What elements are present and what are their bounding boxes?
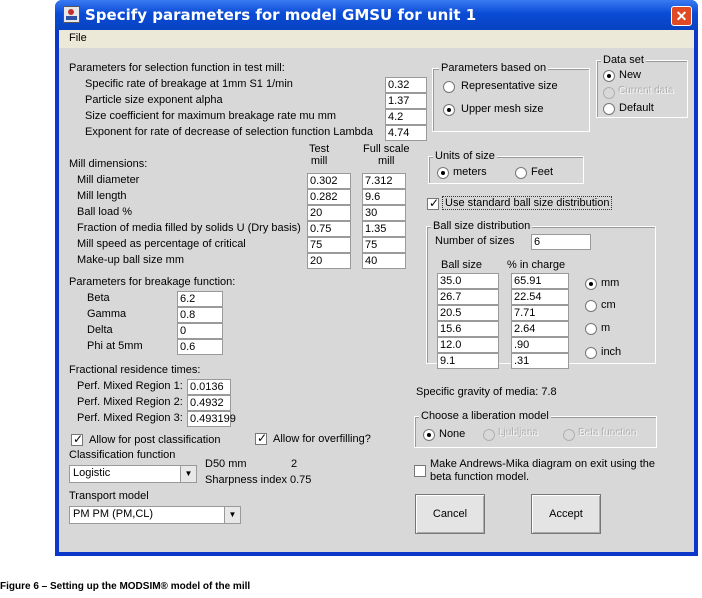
units-title: Units of size <box>435 150 495 162</box>
breakage-header: Parameters for breakage function: <box>69 276 236 288</box>
dataset-current-radio[interactable] <box>603 87 615 99</box>
charge-input[interactable]: 65.91 <box>511 273 569 289</box>
params-based-group <box>432 62 590 132</box>
charge-input[interactable]: .90 <box>511 337 569 353</box>
charge-input[interactable]: 7.71 <box>511 305 569 321</box>
overfilling-checkbox[interactable] <box>255 433 267 445</box>
num-sizes-input[interactable]: 6 <box>531 234 591 250</box>
mill-speed-test-input[interactable]: 75 <box>307 237 351 253</box>
liberation-none-label: None <box>439 428 466 440</box>
dialog-window <box>55 0 698 556</box>
mill-label-makeup: Make-up ball size mm <box>77 254 184 266</box>
ball-dist-title: Ball size distribution <box>433 220 531 232</box>
standard-ball-label: Use standard ball size distribution <box>442 196 612 210</box>
residence-label-3: Perf. Mixed Region 3: <box>77 412 183 424</box>
breakage-beta-input[interactable]: 6.2 <box>177 291 223 307</box>
unit-mm-label: mm <box>601 277 620 289</box>
unit-mm-radio[interactable] <box>585 278 597 290</box>
chevron-down-icon: ▼ <box>180 466 196 482</box>
selection-label-s1: Specific rate of breakage at 1mm S1 1/min <box>85 78 293 90</box>
upper-mesh-size-radio[interactable] <box>443 104 455 116</box>
upper-mesh-size-label: Upper mesh size <box>461 103 544 115</box>
mill-diameter-full-input[interactable]: 7.312 <box>362 173 406 189</box>
unit-inch-label: inch <box>601 346 622 358</box>
dataset-default-radio[interactable] <box>603 103 615 115</box>
transport-value: PM PM (PM,CL) <box>73 508 154 520</box>
d50-value: 2 <box>291 458 298 470</box>
charge-col-label: % in charge <box>507 259 566 271</box>
ball-size-input[interactable]: 9.1 <box>437 353 499 369</box>
close-icon: ✕ <box>675 8 688 24</box>
menu-file[interactable]: File <box>69 32 87 44</box>
selection-label-lambda: Exponent for rate of decrease of selection function Lambda <box>85 126 374 138</box>
unit-cm-label: cm <box>601 299 616 311</box>
liberation-group <box>414 410 657 448</box>
ball-size-input[interactable]: 15.6 <box>437 321 499 337</box>
ball-size-input[interactable]: 35.0 <box>437 273 499 289</box>
mill-ballload-full-input[interactable]: 30 <box>362 205 406 221</box>
ball-dist-group <box>426 220 656 367</box>
mill-label-speed: Mill speed as percentage of critical <box>77 238 246 250</box>
d50-label: D50 mm <box>205 458 247 470</box>
andrews-mika-label: Make Andrews-Mika diagram on exit using the beta function model. <box>430 458 655 483</box>
unit-inch-radio[interactable] <box>585 347 597 359</box>
breakage-delta-input[interactable]: 0 <box>177 323 223 339</box>
representative-size-label: Representative size <box>461 80 558 92</box>
breakage-label-delta: Delta <box>87 324 113 336</box>
breakage-gamma-input[interactable]: 0.8 <box>177 307 223 323</box>
transport-label: Transport model <box>69 490 149 502</box>
figure-caption: Figure 6 – Setting up the MODSIM® model of the mill <box>0 581 251 592</box>
dataset-default-label: Default <box>619 102 654 114</box>
ball-size-input[interactable]: 20.5 <box>437 305 499 321</box>
classification-label: Classification function <box>69 449 176 461</box>
breakage-label-gamma: Gamma <box>87 308 127 320</box>
chevron-down-icon: ▼ <box>224 507 240 523</box>
post-classification-label: Allow for post classification <box>89 434 221 446</box>
dataset-current-label: Current data <box>619 86 675 97</box>
units-feet-radio[interactable] <box>515 167 527 179</box>
mill-diameter-test-input[interactable]: 0.302 <box>307 173 351 189</box>
unit-cm-radio[interactable] <box>585 300 597 312</box>
transport-select[interactable] <box>69 506 241 524</box>
overfilling-label: Allow for overfilling? <box>273 433 371 445</box>
app-icon <box>63 6 80 23</box>
accept-button[interactable]: Accept <box>531 494 601 534</box>
mill-label-length: Mill length <box>77 190 127 202</box>
residence-3-input[interactable]: 0.493199 <box>187 411 231 427</box>
selection-s1-input[interactable]: 0.32 <box>385 77 427 93</box>
liberation-title: Choose a liberation model <box>421 410 549 422</box>
mill-label-fraction: Fraction of media filled by solids U (Dry basis) <box>77 222 301 234</box>
residence-header: Fractional residence times: <box>69 364 201 376</box>
window-title: Specify parameters for model GMSU for unit 1 <box>85 6 477 24</box>
ball-size-col-label: Ball size <box>441 259 482 271</box>
mill-makeup-test-input[interactable]: 20 <box>307 253 351 269</box>
breakage-label-phi: Phi at 5mm <box>87 340 143 352</box>
title-bar[interactable] <box>55 0 698 30</box>
classification-value: Logistic <box>73 467 111 479</box>
unit-m-label: m <box>601 322 611 334</box>
mill-ballload-test-input[interactable]: 20 <box>307 205 351 221</box>
mill-col-test: Test mill <box>309 143 330 167</box>
mill-label-diameter: Mill diameter <box>77 174 140 186</box>
post-classification-checkbox[interactable] <box>71 434 83 446</box>
andrews-mika-checkbox[interactable] <box>414 465 426 477</box>
mill-label-ballload: Ball load % <box>77 206 133 218</box>
mill-length-test-input[interactable]: 0.282 <box>307 189 351 205</box>
dialog-body <box>59 48 694 552</box>
ball-size-input[interactable]: 12.0 <box>437 337 499 353</box>
mill-speed-full-input[interactable]: 75 <box>362 237 406 253</box>
ball-size-input[interactable]: 26.7 <box>437 289 499 305</box>
units-group <box>428 150 584 184</box>
charge-input[interactable]: 22.54 <box>511 289 569 305</box>
dataset-new-radio[interactable] <box>603 70 615 82</box>
unit-m-radio[interactable] <box>585 323 597 335</box>
selection-mu-input[interactable]: 4.2 <box>385 109 427 125</box>
breakage-label-beta: Beta <box>87 292 110 304</box>
residence-2-input[interactable]: 0.4932 <box>187 395 231 411</box>
selection-alpha-input[interactable]: 1.37 <box>385 93 427 109</box>
charge-input[interactable]: .31 <box>511 353 569 369</box>
mill-col-full: Full scale mill <box>363 143 410 167</box>
close-button[interactable] <box>671 6 692 26</box>
selection-label-alpha: Particle size exponent alpha <box>85 94 223 106</box>
liberation-none-radio[interactable] <box>423 429 435 441</box>
selection-header: Parameters for selection function in test mill: <box>69 62 285 74</box>
liberation-ljubljana-radio[interactable] <box>483 429 495 441</box>
sharpness-label: Sharpness index 0.75 <box>205 474 312 486</box>
mill-header: Mill dimensions: <box>69 158 148 170</box>
liberation-beta-radio[interactable] <box>563 429 575 441</box>
liberation-beta-label: Beta function <box>579 428 638 439</box>
dataset-title: Data set <box>603 54 644 66</box>
mill-makeup-full-input[interactable]: 40 <box>362 253 406 269</box>
menu-bar <box>59 30 694 48</box>
cancel-button[interactable]: Cancel <box>415 494 485 534</box>
selection-label-mu: Size coefficient for maximum breakage rate mu mm <box>85 110 337 122</box>
residence-1-input[interactable]: 0.0136 <box>187 379 231 395</box>
dataset-new-label: New <box>619 69 642 81</box>
units-feet-label: Feet <box>531 166 554 178</box>
breakage-phi-input[interactable]: 0.6 <box>177 339 223 355</box>
charge-input[interactable]: 2.64 <box>511 321 569 337</box>
residence-label-2: Perf. Mixed Region 2: <box>77 396 183 408</box>
units-meters-label: meters <box>453 166 487 178</box>
specific-gravity-label: Specific gravity of media: 7.8 <box>416 386 557 398</box>
mill-length-full-input[interactable]: 9.6 <box>362 189 406 205</box>
standard-ball-checkbox[interactable] <box>427 198 439 210</box>
units-meters-radio[interactable] <box>437 167 449 179</box>
selection-lambda-input[interactable]: 4.74 <box>385 125 427 141</box>
residence-label-1: Perf. Mixed Region 1: <box>77 380 183 392</box>
params-based-title: Parameters based on <box>441 62 547 74</box>
representative-size-radio[interactable] <box>443 81 455 93</box>
dataset-group <box>596 54 688 118</box>
num-sizes-label: Number of sizes <box>435 235 515 247</box>
liberation-ljubljana-label: Ljubljana <box>499 428 540 439</box>
mill-fraction-test-input[interactable]: 0.75 <box>307 221 351 237</box>
mill-fraction-full-input[interactable]: 1.35 <box>362 221 406 237</box>
classification-select[interactable] <box>69 465 197 483</box>
